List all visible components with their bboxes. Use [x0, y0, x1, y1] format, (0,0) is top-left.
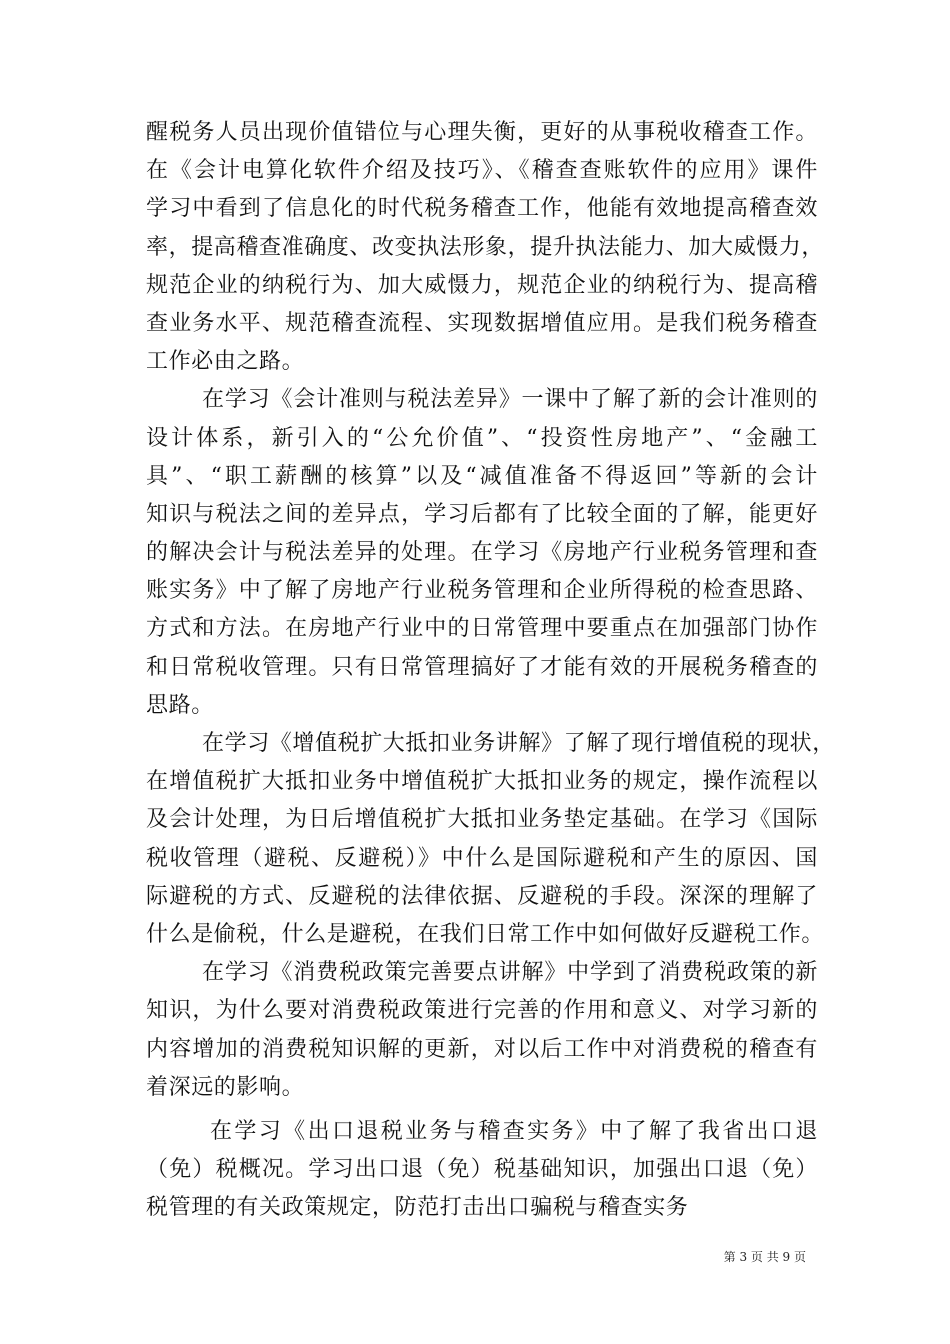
text-line: 醒税务人员出现价值错位与心理失衡，更好的从事税收稽查工作。 — [146, 120, 818, 145]
text-line: 税收管理（避税、反避税）》中什么是国际避税和产生的原因、国 — [146, 845, 818, 871]
page-number: 第 3 页 共 9 页 — [723, 1250, 806, 1264]
text-line: 在《会计电算化软件介绍及技巧》、《稽查查账软件的应用》课件 — [146, 158, 818, 184]
text-line: 方式和方法。在房地产行业中的日常管理中要重点在加强部门协作 — [146, 616, 818, 642]
text-line: 税管理的有关政策规定，防范打击出口骗税与稽查实务 — [146, 1195, 689, 1221]
paragraph-2 — [146, 381, 818, 725]
paragraph-5 — [146, 1113, 818, 1228]
paragraph-3 — [146, 725, 835, 954]
text-line: 际避税的方式、反避税的法律依据、反避税的手段。深深的理解了 — [146, 883, 818, 909]
text-line: 及会计处理，为日后增值税扩大抵扣业务垫定基础。在学习《国际 — [146, 807, 818, 833]
text-line: 账实务》中了解了房地产行业税务管理和企业所得税的检查思路、 — [146, 578, 818, 604]
text-line: 工作必由之路。 — [146, 349, 305, 375]
text-line: 着深远的影响。 — [146, 1074, 305, 1100]
text-line: 在学习《出口退税业务与稽查实务》中了解了我省出口退 — [210, 1118, 818, 1144]
text-line: 率，提高稽查准确度、改变执法形象，提升执法能力、加大威慑力， — [146, 234, 825, 260]
text-line: 知识，为什么要对消费税政策进行完善的作用和意义、对学习新的 — [146, 998, 818, 1024]
text-line: 什么是偷税，什么是避税，在我们日常工作中如何做好反避税工作。 — [146, 921, 825, 947]
text-line: 规范企业的纳税行为、加大威慑力，规范企业的纳税行为、提高稽 — [146, 272, 818, 298]
text-line: 内容增加的消费税知识解的更新，对以后工作中对消费税的稽查有 — [146, 1036, 818, 1062]
text-line: 查业务水平、规范稽查流程、实现数据增值应用。是我们税务稽查 — [146, 310, 818, 336]
text-line: 设计体系，新引入的“公允价值”、“投资性房地产”、“金融工 — [146, 425, 818, 451]
text-line: 和日常税收管理。只有日常管理搞好了才能有效的开展税务稽查的 — [146, 654, 818, 680]
text-line: 的解决会计与税法差异的处理。在学习《房地产行业税务管理和查 — [146, 540, 818, 566]
text-line: 学习中看到了信息化的时代税务稽查工作，他能有效地提高稽查效 — [146, 196, 818, 222]
text-line: 思路。 — [146, 692, 214, 718]
text-line: 在学习《会计准则与税法差异》一课中了解了新的会计准则的 — [202, 387, 818, 413]
document-body — [146, 114, 835, 1227]
paragraph-1 — [146, 114, 825, 381]
text-line: 在增值税扩大抵扣业务中增值税扩大抵扣业务的规定，操作流程以 — [146, 769, 818, 795]
paragraph-4 — [146, 954, 818, 1107]
text-line: （免）税概况。学习出口退（免）税基础知识，加强出口退（免） — [146, 1157, 818, 1183]
text-line: 具”、“职工薪酬的核算”以及“减值准备不得返回”等新的会计 — [146, 463, 818, 489]
text-line: 在学习《增值税扩大抵扣业务讲解》了解了现行增值税的现状， — [202, 731, 835, 756]
text-line: 知识与税法之间的差异点，学习后都有了比较全面的了解，能更好 — [146, 501, 818, 527]
text-line: 在学习《消费税政策完善要点讲解》中学到了消费税政策的新 — [202, 960, 818, 986]
